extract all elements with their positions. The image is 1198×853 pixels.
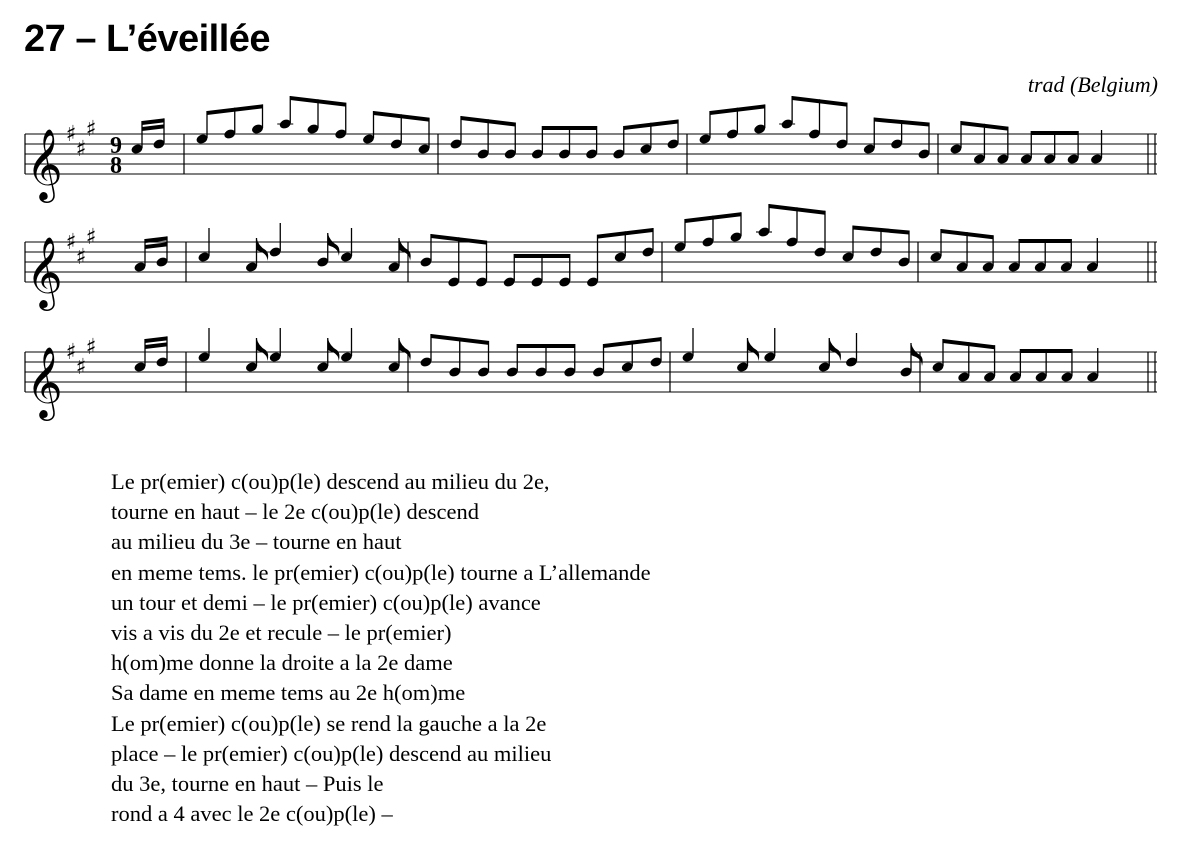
beam	[145, 342, 167, 349]
instruction-line: h(om)me donne la droite a la 2e dame	[111, 650, 453, 676]
flag	[328, 338, 340, 361]
instruction-line: place – le pr(emier) c(ou)p(le) descend au milieu	[111, 740, 552, 766]
flag	[829, 338, 841, 361]
instruction-line: un tour et demi – le pr(emier) c(ou)p(le) avance	[111, 589, 541, 615]
sharp-icon: ♯	[65, 122, 77, 147]
instruction-line: en meme tems. le pr(emier) c(ou)p(le) tourne a L’allemande	[111, 559, 651, 585]
tune-title: 27 – L’éveillée	[24, 18, 271, 60]
treble-clef-icon: 𝄞	[26, 345, 63, 418]
time-signature-denominator: 8	[110, 153, 122, 179]
beam	[1019, 239, 1071, 243]
instruction-line: Le pr(emier) c(ou)p(le) descend au milieu du 2e,	[111, 469, 550, 494]
beam	[542, 126, 596, 130]
instruction-line: du 3e, tourne en haut – Puis le	[111, 771, 384, 797]
beam	[142, 124, 164, 131]
beam	[514, 254, 570, 258]
treble-clef-icon: 𝄞	[26, 127, 63, 200]
flag	[257, 338, 269, 361]
beam	[142, 118, 164, 125]
sharp-icon: ♯	[85, 225, 97, 250]
flag	[399, 338, 411, 361]
sharp-icon: ♯	[85, 335, 97, 360]
instruction-line: Le pr(emier) c(ou)p(le) se rend la gauche a la 2e	[111, 710, 547, 736]
instruction-line: Sa dame en meme tems au 2e h(om)me	[111, 680, 466, 706]
instruction-line: tourne en haut – le 2e c(ou)p(le) descend	[111, 499, 479, 525]
sharp-icon: ♯	[75, 245, 87, 270]
sharp-icon: ♯	[65, 230, 77, 255]
instruction-line: rond a 4 avec le 2e c(ou)p(le) –	[111, 801, 393, 827]
sharp-icon: ♯	[65, 340, 77, 365]
flag	[748, 338, 760, 361]
instruction-line: vis a vis du 2e et recule – le pr(emier)	[111, 620, 452, 646]
dance-instructions	[111, 467, 651, 829]
treble-clef-icon: 𝄞	[26, 235, 63, 308]
beam	[1020, 349, 1072, 353]
beam	[145, 336, 167, 343]
sharp-icon: ♯	[75, 355, 87, 380]
beam	[517, 344, 575, 348]
sharp-icon: ♯	[85, 117, 97, 142]
instruction-line: au milieu du 3e – tourne en haut	[111, 529, 402, 555]
beam	[1031, 131, 1078, 135]
time-signature-numerator: 9	[110, 133, 122, 159]
beam	[145, 242, 167, 249]
sharp-icon: ♯	[75, 137, 87, 162]
composer-credit: trad (Belgium)	[1027, 72, 1158, 97]
